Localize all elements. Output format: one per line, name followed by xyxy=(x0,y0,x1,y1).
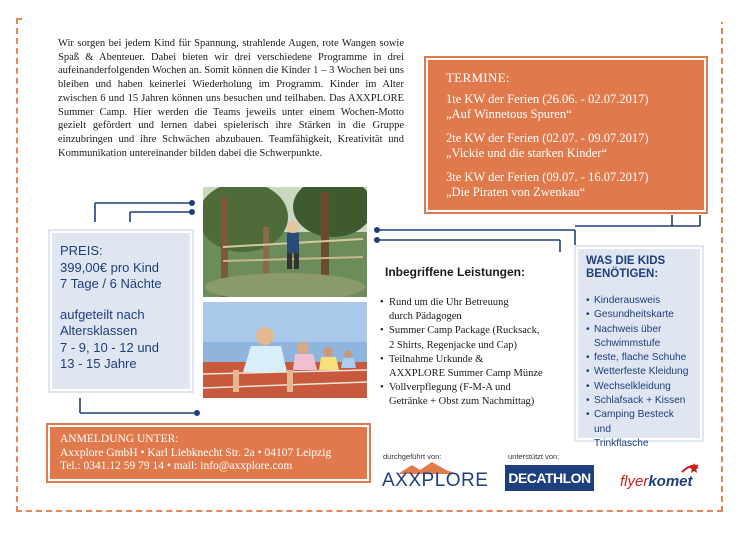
decathlon-logo: DECATHLON xyxy=(505,465,594,491)
list-item: • Kinderausweis xyxy=(586,295,661,306)
list-item: • Vollverpflegung (F-M-A und Getränke + Obst zum Nachmittag) xyxy=(380,382,535,408)
anmeldung-contact: Tel.: 0341.12 59 79 14 • mail: info@axxplore.com xyxy=(60,460,293,472)
list-item: • feste, flache Schuhe xyxy=(586,352,687,364)
preis-ages-line2: 13 - 15 Jahre xyxy=(60,356,137,371)
preis-duration: 7 Tage / 6 Nächte xyxy=(60,276,162,291)
list-item: • Summer Camp Package (Rucksack, 2 Shirts, Regenjacke und Cap) xyxy=(380,325,540,351)
kids-heading: WAS DIE KIDS BENÖTIGEN: xyxy=(586,255,666,280)
preis-split-line2: Altersklassen xyxy=(60,323,138,338)
week-1-motto: „Auf Winnetous Spuren“ xyxy=(446,107,572,121)
preis-price: 399,00€ pro Kind xyxy=(60,259,160,275)
list-item: • Schlafsack + Kissen xyxy=(586,395,686,407)
leistungen-list xyxy=(380,296,578,410)
preis-split-line1: aufgeteilt nach xyxy=(60,306,145,322)
list-item: • Camping Besteck und Trinkflasche xyxy=(586,409,674,449)
preis-heading: PREIS: xyxy=(60,243,103,258)
week-3-dates: 3te KW der Ferien (09.07. - 16.07.2017) xyxy=(446,169,649,184)
list-item: • Teilnahme Urkunde & AXXPLORE Summer Camp Münze xyxy=(380,353,543,380)
axplore-logo: AXXPLORE xyxy=(382,470,489,491)
anmeldung-heading: ANMELDUNG UNTER: xyxy=(60,433,179,445)
list-item: • Nachweis über Schwimmstufe xyxy=(586,323,662,349)
list-item: • Gesundheitskarte xyxy=(586,309,674,321)
termine-heading: TERMINE: xyxy=(446,70,510,85)
flyerkomet-logo: flyerkomet xyxy=(620,473,693,490)
komet-star-icon xyxy=(680,462,700,476)
anmeldung-address: Axxplore GmbH • Karl Liebknecht Str. 2a • 04107 Leipzig xyxy=(60,446,332,459)
week-2-dates: 2te KW der Ferien (02.07. - 09.07.2017) xyxy=(446,130,649,145)
climbing-photo xyxy=(203,187,367,297)
termine-box xyxy=(428,60,704,210)
credit-by: durchgeführt von: xyxy=(383,452,442,461)
week-3-motto: „Die Piraten von Zwenkau“ xyxy=(446,185,586,199)
leistungen-heading: Inbegriffene Leistungen: xyxy=(385,265,526,279)
list-item: • Wechselkleidung xyxy=(586,380,671,392)
week-2-motto: „Vickie und die starken Kinder“ xyxy=(446,146,607,160)
kids-needs-box xyxy=(578,249,700,449)
list-item: • Wetterfeste Kleidung xyxy=(586,366,689,378)
running-kids-photo xyxy=(203,302,367,398)
intro-text: Wir sorgen bei jedem Kind für Spannung, strahlende Augen, rote Wangen sowie Spaß & Abenteuer. Dabei bieten wir drei verschiedene Programme in drei aufeinanderfolgenden Wochen an. Somit können die Kinder 1 – 3 Wochen bei uns bleiben und haben keinerlei Wiederholung im Programm. Kinder im Alter zwischen 6 und 15 Jahren können uns besuchen und teilhaben. Das AXXPLORE Summer Camp. Hier werden die Teams jeweils unter einem Wochen-Motto gezielt gefördert und lernen dabei spielerisch ihre Stärken in die Gruppe einzubringen und ihre Schwächen abzubauen. Teamfähigkeit, Kreativität und Kommunikation untereinander bilden dabei die Schwerpunkte. xyxy=(58,38,404,159)
preis-ages-line1: 7 - 9, 10 - 12 und xyxy=(60,339,160,355)
list-item: • Rund um die Uhr Betreuung durch Pädagogen xyxy=(380,297,509,323)
anmeldung-box xyxy=(50,427,367,479)
credit-supported: unterstützt von: xyxy=(508,452,560,461)
kids-list xyxy=(586,294,692,451)
preis-box xyxy=(52,233,190,389)
week-1-dates: 1te KW der Ferien (26.06. - 02.07.2017) xyxy=(446,91,649,106)
